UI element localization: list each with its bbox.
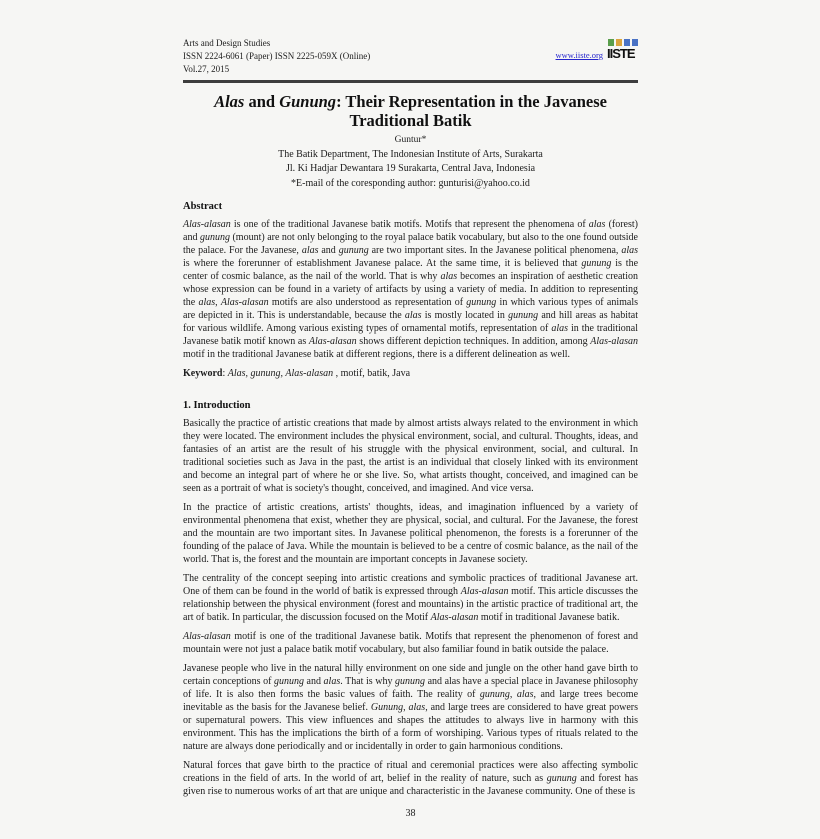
paper-title: Alas and Gunung: Their Representation in the Javanese Traditional Batik [214,92,607,130]
introduction-paragraph: In the practice of artistic creations, artists' thoughts, ideas, and imagination influenced by a variety of environmental phenomena that exist, whether they are physical, social, and cultural. For the Javanese, the forest and the mountain are two important sites. In Javanese political phenomenon, the forests is a forerunner of the founding of the palace of Java. While the mountain is believed to be a centre of cosmic balance, as the nail of the world. That is, the forest and the mountain are important concepts in Javanese society. [183,502,638,565]
introduction-paragraph: The centrality of the concept seeping into artistic creations and symbolic practices of traditional Javanese art. One of them can be found in the world of batik is expressed through Alas-alasan motif. This article discusses the relationship between the physical environment (forest and mountains) in the artistic practice of traditional art, the art of batik. In particular, the discussion focused on the Motif Alas-alasan motif in traditional Javanese batik. [183,573,638,623]
logo-block-green-icon [608,39,614,46]
author-affiliation: The Batik Department, The Indonesian Institute of Arts, Surakarta [278,148,543,160]
logo-block-blue-icon [624,39,630,46]
author-address: Jl. Ki Hadjar Dewantara 19 Surakarta, Central Java, Indonesia [285,163,536,174]
journal-info [183,37,370,76]
volume-line: Vol.27, 2015 [183,64,230,74]
journal-name: Arts and Design Studies [183,38,271,48]
website-link[interactable]: www.iiste.org [555,50,603,60]
logo-block-blue2-icon [632,39,638,46]
author-email-line: *E-mail of the coresponding author: gunturisi@yahoo.co.id [291,177,530,189]
document-page [183,37,638,827]
keyword-line [183,367,638,380]
keyword-values: : Alas, gunung, Alas-alasan , motif, batik, Java [222,368,411,379]
journal-header [183,37,638,76]
introduction-paragraph: Natural forces that gave birth to the practice of ritual and ceremonial practices were also affecting symbolic creations in the field of arts. In the world of art, belief in the reality of nature, such as gunung and forest has given rise to numerous works of art that are unique and characteristic in the Javanese community. One of these is [183,760,638,797]
introduction-heading: 1. Introduction [183,400,251,411]
author-name: Guntur* [394,135,427,145]
abstract-heading: Abstract [183,201,223,212]
iiste-logo [607,39,638,60]
logo-text: IISTE [607,46,635,61]
introduction-paragraph: Basically the practice of artistic creations that made by almost artists always related to the environment in which they were located. The environment includes the physical environment, social, and cultural. Thoughts, ideas, and fantasies of an artist are the result of his struggle with the physical environment, social, and cultural. In traditional societies such as Java in the past, the artist is an individual that closely linked with its environment and become an integral part of where he or she live. So, what artists thought, conceived, and imagined can be seen as a portrait of what is society's thought, conceived, and imagined. And vice versa. [183,418,638,494]
header-divider [183,80,638,83]
logo-blocks-icon [608,39,638,46]
page-number: 38 [405,808,416,819]
logo-block-orange-icon [616,39,622,46]
keyword-label: Keyword [183,368,223,379]
issn-line: ISSN 2224-6061 (Paper) ISSN 2225-059X (Online) [183,51,371,61]
introduction-paragraph: Alas-alasan motif is one of the traditional Javanese batik. Motifs that represent the phenomenon of forest and mountain were not just a palace batik motif vocabulary, but also familiar found in batik outside the palace. [183,631,638,655]
introduction-paragraph: Javanese people who live in the natural hilly environment on one side and jungle on the other hand gave birth to certain conceptions of gunung and alas. That is why gunung and alas have a special place in Javanese philosophy of life. It is also then forms the basic values of faith. The reality of gunung, alas, and large trees become inevitable as the basis for the Javanese belief. Gunung, alas, and large trees are considered to have great powers or supernatural powers. This view influences and shapes the attitudes to always live in harmony with this environment. This has the implications the birth of a form of worshiping. Various types of rituals related to the nature are always done periodically and or incidentally in order to gain harmonious conditions. [183,663,639,752]
journal-branding [556,37,638,63]
abstract-body: Alas-alasan is one of the traditional Javanese batik motifs. Motifs that represent the phenomena of alas (forest) and gunung (mount) are not only belonging to the royal palace batik vocabulary, but also to the one found outside the palace. For the Javanese, alas and gunung are two important sites. In the Javanese political phenomena, alas is where the forerunner of establishment Javanese palace. At the same time, it is believed that gunung is the center of cosmic balance, as the nail of the world. That is why alas becomes an inspiration of aesthetic creation whose expression can be found in a variety of artifacts by using a variety of media. In addition to representing the alas, Alas-alasan motifs are also understood as representation of gunung in which various types of animals are depicted in it. This is understandable, because the alas is mostly located in gunung and hill areas as habitat for various wildlife. Among various existing types of ornamental motifs, representation of alas in the traditional Javanese batik motif known as Alas-alasan shows different depiction techniques. In addition, among Alas-alasan motif in the traditional Javanese batik at different regions, there is a different delineation as well. [183,219,639,360]
